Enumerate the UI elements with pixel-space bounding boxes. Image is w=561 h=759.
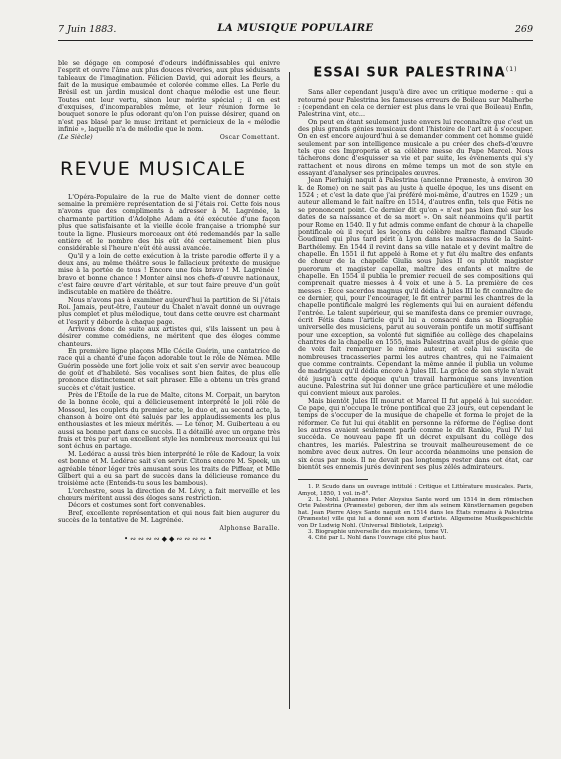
closing-ornament: •∾∾∾∾◆◆∾∾∾∾• [124, 534, 214, 543]
article-paragraph: Qu'il y a loin de cette exécution à la triste parodie offerte il y a deux ans, au même théâtre sous le fallacieux prétexte de musique mise à la portée de tous ! Encore une fois bravo ! M. Lagrénée ! bravo et bonne chance ! Monter ainsi nos chefs-d'œuvre nationaux, c'est faire œuvre d'art véritable, et sur tout faire preuve d'un goût indiscutable en matière de théâtre. [58, 251, 280, 297]
footnote-marker: (1) [505, 66, 518, 73]
article-paragraph: L'Opéra-Populaire de la rue de Malte vient de donner cette semaine la première représentation de si J'étais roi. Cette fois nous n'avons que des compliments à adresser à M. Lagrénée, la charmante partition d'Adolphe Adam a été exécutée d'une façon plus que satisfaisante et la vieille école française a triomphé sur toute la ligne. Plusieurs morceaux ont été redemandés par la salle entière et le nombre des bis eût été certainement bien plus considérable si l'heure n'eût été aussi avancée. [58, 192, 280, 253]
article-paragraph: Décors et costumes sont fort convenables. [68, 501, 206, 510]
article-title-palestrina [298, 62, 533, 80]
article-paragraph: Arrivons donc de suite aux artistes qui, s'ils laissent un peu à désirer comme comédiens, ne méritent que des éloges comme chanteurs. [58, 324, 280, 348]
source-author: Oscar Comettant. [219, 134, 280, 142]
footnote: 4. Cité par L. Nohl dans l'ouvrage cité plus haut. [308, 535, 447, 542]
article-paragraph: En première ligne plaçons Mlle Cécile Guérin, une cantatrice de race qui a chanté d'une façon adorable tout le rôle de Némea. Mlle Guérin possède une fort jolie voix et sait s'en servir avec beaucoup de goût et d'habileté. Ses vocalises sont bien faites, de plus elle prononce distinctement et sait phraser. Elle a obtenu un très grand succès et c'était justice. [58, 347, 280, 392]
source-line [58, 134, 280, 141]
article-title-revue-musicale: REVUE MUSICALE [60, 157, 247, 180]
article-paragraph: Bref, excellente représentation et qui nous fait bien augurer du succès de la tentative de M. Lagrénée. [58, 508, 280, 524]
intro-paragraph: ble se dégage en composé d'odeurs indéfinissables qui enivre l'esprit et ouvre l'âme aux plus douces rêveries, aux plus séduisants tableaux de l'imagination. Félicien David, qui adorait les fleurs, a fait de la musique embaumée et colorée comme elles. La Perle du Brésil est un jardin musical dont chaque mélodie est une fleur. Toutes ont leur vertu, sinon leur mérite spécial ; il en est d'exquises, d'incomparables même, et leur réunion forme le bouquet sonore le plus odorant qu'on l'on puisse désirer, quand on n'est pas blasé par le musc irritant et pernicieux de la « mélodie infinie », laquelle n'a de mélodie que le nom. [58, 59, 280, 134]
footnote: 1. P. Scudo dans un ouvrage intitulé : Critique et Littérature musicales. Paris, Amyot, 1850, 1 vol. in-8°. [298, 484, 533, 497]
article-paragraph: Près de l'Étoile de la rue de Malte, citons M. Corpait, un baryton de la bonne école, qui a délicieusement interprété le joli rôle de Mossoul, les couplets du premier acte, le duo et, au second acte, la chanson à boire ont été salués par les applaudissements les plus enthousiastes et les mieux mérités. — Le ténor, M. Guiberteau a eu aussi sa bonne part dans ce succès. Il a détaillé avec un organe très frais et très pur et un excellent style les nombreux morceaux qui lui sont échus en partage. [58, 391, 280, 451]
footnote: 2. L. Nohl. Johannes Peter Aloysius Sante word um 1514 in dem römischen Orte Palestrina (Præneste) geboren, der ihm als seinem Künstlernamen gegeben hat. Jean Pierre Aloys Sante naquit en 1514 dans les États romains à Palestrina (Præneste) ville qui lui a donné son nom d'artiste. Allgemeine Musikgeschichte von Dr Ludwig Nohl. (Universal Bibliotek, Leipzig). [298, 497, 533, 529]
right-column [298, 60, 533, 542]
source-name: (Le Siècle) [58, 133, 93, 142]
footnote: 3. Biographie universelle des musiciens, tome VI. [308, 529, 449, 536]
left-column [58, 60, 280, 543]
journal-title: LA MUSIQUE POPULAIRE [217, 23, 374, 34]
article-paragraph: Sans aller cependant jusqu'à dire avec un critique moderne : qui a retourné pour Palestrina les fameuses erreurs de Boileau sur Malherbe : (cependant en cela ce dernier est plus dans le vrai que Boileau) Enfin, Palestrina vint, etc... [298, 88, 533, 119]
article-title-text: ESSAI SUR PALESTRINA [313, 65, 506, 81]
header-rule [58, 40, 533, 41]
article-paragraph: Mais bientôt Jules III mourut et Marcel II fut appelé à lui succéder. Ce pape, qui n'occupa le trône pontifical que 23 jours, eut cependant le temps de s'occuper de la musique de chapelle et forma le projet de la réformer. Ce fut lui qui établit en personne la réforme de l'église dont les autres avaient seulement parlé comme le dit Rankie, Paul IV lui succéda. Ce nouveau pape fit un décret expulsant du collège des chantres, les mariés. Palestrina se trouvait malheureusement de ce nombre avec deux autres. On leur accorda néanmoins une pension de six écus par mois. Il ne devait pas longtemps rester dans cet état, car bientôt ses ennemis jurés devinrent ses plus zélés admirateurs. [298, 396, 533, 471]
article-paragraph: Nous n'avons pas à examiner aujourd'hui la partition de Si j'étais Roi. Jamais, peut-être, l'auteur du Chalet n'avait donné un ouvrage plus complet et plus mélodique, tout dans cette œuvre est charmant et l'esprit y déborde à chaque page. [58, 295, 280, 326]
issue-date: 7 Juin 1883. [58, 24, 117, 35]
article-paragraph: L'orchestre, sous la direction de M. Lévy, a fait merveille et les chœurs méritent aussi des éloges sans restriction. [58, 486, 280, 502]
article-paragraph: Jean Pierluigi naquit à Palestrina (ancienne Præneste, à environ 30 k. de Rome) on ne sait pas au juste à quelle époque, les uns disent en 1524 ; et c'est la date que j'ai préféré moi-même, d'autres en 1529 ; un auteur allemand le fait naître en 1514, d'autres enfin, tels que Fétis ne se prononcent point. Ce dernier dit qu'on « n'est pas bien fixé sur les dates de sa naissance et de sa mort ». On sait néanmoins qu'il partit pour Rome en 1540. Il y fut admis comme enfant de chœur à la chapelle pontificale où il reçut les leçons du célèbre maître flamand Claude Goudimel qui plus tard périt à Lyon dans les massacres de la Saint-Barthélemy. En 1544 il revint dans sa ville natale et y devint maître de chapelle. En 1551 il fut appelé à Rome et y fut élu maître des enfants de chœur de la chapelle Giulia sous Jules II ou plutôt magister puerorum et magister capellæ, maître des enfants et maître de chapelle. En 1554 il publia le premier recueil de ses compositions qui comprenait quatre messes à 4 voix et une à 5. La première de ces messes : Ecce sacerdos magnus qu'il dédia à Jules III le fit connaître de ce dernier, qui, pour l'encourager, le fit entrer parmi les chantres de la chapelle pontificale malgré les règlements qui lui en auraient défendu l'entrée. Le talent supérieur, qui se manifesta dans ce premier ouvrage, écrit Fétis dans l'article qu'il lui a consacré dans sa Biographie universelle des musiciens, parut au souverain pontife un motif suffisant pour une exception, sa volonté fut signifiée au collège des chapelains chantres de la chapelle en 1555, mais Palestrina avait plus de génie que de voix fait remarquer le même auteur, et cela lui suscita de nombreuses tracasseries parmi les autres chantres, qui ne l'aimaient que comme contraints. Cependant la même année il publia un volume de madrigaux qu'il dédia encore à Jules III. La grâce de son style n'avait été jusqu'à cette époque qu'un travail harmonique sans invention aucune. Palestrina sut lui donner une grâce particulière et une mélodie qui convient mieux aux paroles. [298, 176, 533, 398]
article-signature: Alphonse Baralle. [219, 525, 280, 533]
page-header [58, 22, 533, 38]
article-paragraph: M. Ledérac a aussi très bien interprété le rôle de Kadour, la voix est bonne et M. Ledérac sait s'en servir. Citons encore M. Speek, un agréable ténor léger très amusant sous les traits de Piffear, et Mlle Gilbert qui a eu sa part de succès dans la délicieuse romance du troisième acte (Entends-tu sous les bambous). [58, 449, 280, 488]
page-number: 269 [514, 24, 533, 35]
column-divider [289, 72, 290, 709]
footnote-rule [298, 479, 368, 480]
article-paragraph: On peut en étant seulement juste envers lui reconnaître que c'est un des plus grands génies musicaux dont l'histoire de l'art ait à s'occuper. On en est encore aujourd'hui à se demander comment cet homme guidé seulement par son intelligence musicale a pu créer des chefs-d'œuvre tels que ces Improperia et sa célèbre messe du Pape Marcel. Nous tâcherons donc d'esquisser sa vie et par suite, les événements qui s'y rattachent et nous dirons en même temps un mot de son style en essayant d'analyser ses principales œuvres. [298, 117, 533, 178]
